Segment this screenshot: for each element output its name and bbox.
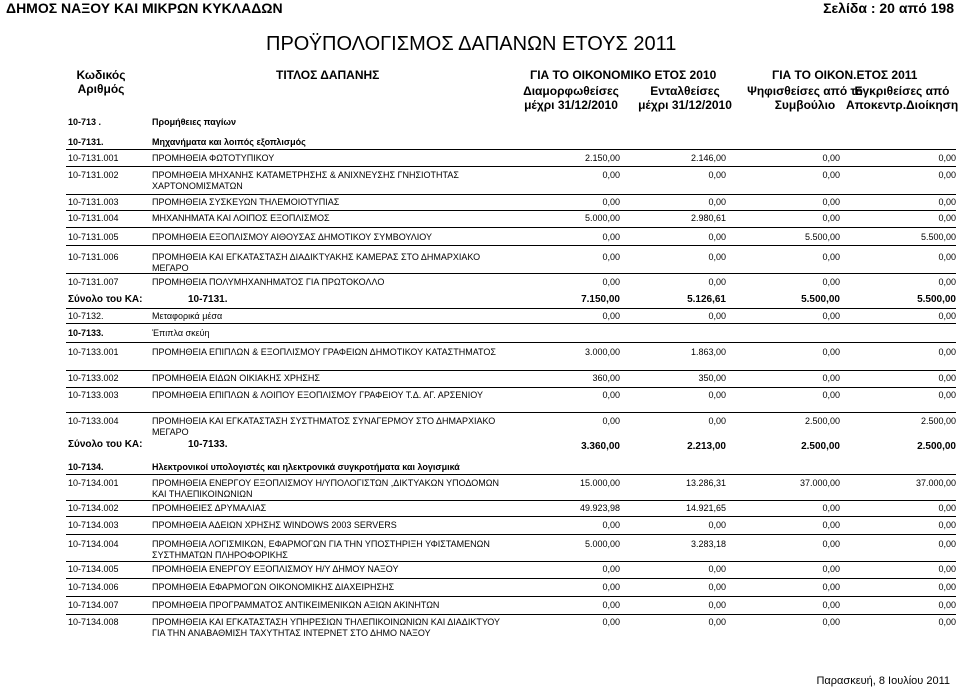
row-formed: 0,00	[602, 390, 620, 400]
divider	[66, 387, 956, 388]
row-voted: 0,00	[822, 564, 840, 574]
group-code-7131: 10-7131.	[68, 137, 104, 147]
row-formed: 0,00	[602, 170, 620, 180]
col-voted-label: Ψηφισθείσες από το	[747, 84, 863, 98]
col-voted-by: Συμβούλιο	[774, 98, 836, 112]
divider	[66, 578, 956, 579]
divider	[66, 308, 956, 309]
subtotal-ordered: 2.213,00	[687, 441, 726, 452]
row-voted: 0,00	[822, 617, 840, 627]
divider	[66, 323, 956, 324]
row-code: 10-7134.005	[68, 564, 119, 574]
divider	[66, 474, 956, 475]
col-number-label: Αριθμός	[77, 82, 125, 96]
row-approved: 37.000,00	[915, 478, 956, 488]
row-formed: 0,00	[602, 232, 620, 242]
row-voted: 0,00	[822, 197, 840, 207]
row-code: 10-7133.002	[68, 373, 119, 383]
row-formed: 360,00	[592, 373, 620, 383]
group-name-7132: Μεταφορικά μέσα	[152, 311, 223, 321]
col-approved-by: Αποκεντρ.Διοίκηση	[846, 98, 959, 112]
row-ordered: 1.863,00	[690, 347, 726, 357]
row-approved: 0,00	[938, 617, 956, 627]
row-code: 10-7131.001	[68, 153, 119, 163]
col-code-label: Κωδικός	[76, 68, 126, 82]
row-desc: ΠΡΟΜΗΘΕΙΑ ΕΠΙΠΛΩΝ & ΕΞΟΠΛΙΣΜΟΥ ΓΡΑΦΕΙΩΝ ΔΗΜΟΤΙΚΟΥ ΚΑΤΑΣΤΗΜΑΤΟΣ	[152, 347, 496, 357]
divider	[66, 149, 956, 150]
row-desc: ΠΡΟΜΗΘΕΙΑ ΕΙΔΩΝ ΟΙΚΙΑΚΗΣ ΧΡΗΣΗΣ	[152, 373, 320, 383]
page-title: ΠΡΟΫΠΟΛΟΓΙΣΜΟΣ ΔΑΠΑΝΩΝ ΕΤΟΥΣ 2011	[266, 33, 677, 55]
row-ordered: 0,00	[708, 252, 726, 262]
row-voted: 0,00	[822, 311, 840, 321]
row-code: 10-7134.007	[68, 600, 119, 610]
row-formed: 0,00	[602, 416, 620, 426]
row-formed: 0,00	[602, 617, 620, 627]
row-formed: 5.000,00	[584, 213, 620, 223]
divider	[66, 210, 956, 211]
row-desc: ΠΡΟΜΗΘΕΙΑ ΕΝΕΡΓΟΥ ΕΞΟΠΛΙΣΜΟΥ Η/Υ ΔΗΜΟΥ ΝΑΞΟΥ	[152, 564, 399, 574]
row-approved: 0,00	[938, 390, 956, 400]
subtotal-label: Σύνολο του ΚΑ:	[68, 439, 143, 450]
row-voted: 0,00	[822, 347, 840, 357]
row-approved: 0,00	[938, 539, 956, 549]
row-approved: 0,00	[938, 170, 956, 180]
divider	[66, 534, 956, 535]
row-approved: 2.500,00	[920, 416, 956, 426]
row-ordered: 0,00	[708, 582, 726, 592]
row-formed: 5.000,00	[584, 539, 620, 549]
divider	[66, 412, 956, 413]
row-ordered: 0,00	[708, 520, 726, 530]
row-voted: 0,00	[822, 600, 840, 610]
row-voted: 0,00	[822, 252, 840, 262]
row-desc: ΠΡΟΜΗΘΕΙΑ ΠΡΟΓΡΑΜΜΑΤΟΣ ΑΝΤΙΚΕΙΜΕΝΙΚΩΝ ΑΞΙΩΝ ΑΚΙΝΗΤΩΝ	[152, 600, 440, 610]
subtotal-approved: 5.500,00	[917, 294, 956, 305]
group-code-7133: 10-7133.	[68, 328, 104, 338]
row-formed: 3.000,00	[584, 347, 620, 357]
row-formed: 2.150,00	[584, 153, 620, 163]
row-ordered: 0,00	[708, 170, 726, 180]
row-formed: 0,00	[602, 311, 620, 321]
row-voted: 0,00	[822, 520, 840, 530]
row-desc: ΠΡΟΜΗΘΕΙΑ ΚΑΙ ΕΓΚΑΤΑΣΤΑΣΗ ΣΥΣΤΗΜΑΤΟΣ ΣΥΝΑΓΕΡΜΟΥ ΣΤΟ ΔΗΜΑΡΧΙΑΚΟ ΜΕΓΑΡΟ	[152, 416, 496, 437]
row-code: 10-7133.001	[68, 347, 119, 357]
col-group-2011: ΓΙΑ ΤΟ ΟΙΚΟΝ.ΕΤΟΣ 2011	[772, 68, 918, 82]
row-ordered: 0,00	[708, 600, 726, 610]
row-ordered: 2.980,61	[690, 213, 726, 223]
row-desc: ΠΡΟΜΗΘΕΙΑ ΠΟΛΥΜΗΧΑΝΗΜΑΤΟΣ ΓΙΑ ΠΡΩΤΟΚΟΛΛΟ	[152, 277, 385, 287]
row-ordered: 0,00	[708, 232, 726, 242]
row-approved: 0,00	[938, 373, 956, 383]
row-approved: 0,00	[938, 582, 956, 592]
row-approved: 0,00	[938, 520, 956, 530]
subtotal-label: Σύνολο του ΚΑ:	[68, 294, 143, 305]
row-approved: 0,00	[938, 197, 956, 207]
row-formed: 15.000,00	[579, 478, 620, 488]
col-group-2010: ΓΙΑ ΤΟ ΟΙΚΟΝΟΜΙΚΟ ΕΤΟΣ 2010	[530, 68, 717, 82]
row-voted: 0,00	[822, 170, 840, 180]
row-formed: 0,00	[602, 564, 620, 574]
row-code: 10-7134.004	[68, 539, 119, 549]
row-voted: 0,00	[822, 503, 840, 513]
col-title-label: ΤΙΤΛΟΣ ΔΑΠΑΝΗΣ	[276, 68, 380, 82]
group-code-7132: 10-7132.	[68, 311, 104, 321]
row-desc: ΠΡΟΜΗΘΕΙΑ ΕΞΟΠΛΙΣΜΟΥ ΑΙΘΟΥΣΑΣ ΔΗΜΟΤΙΚΟΥ ΣΥΜΒΟΥΛΙΟΥ	[152, 232, 432, 242]
row-approved: 0,00	[938, 564, 956, 574]
row-ordered: 0,00	[708, 390, 726, 400]
row-formed: 49.923,98	[579, 503, 620, 513]
row-voted: 37.000,00	[799, 478, 840, 488]
divider	[66, 245, 956, 246]
row-code: 10-7134.001	[68, 478, 119, 488]
row-code: 10-7131.004	[68, 213, 119, 223]
row-desc: ΜΗΧΑΝΗΜΑΤΑ ΚΑΙ ΛΟΙΠΟΣ ΕΞΟΠΛΙΣΜΟΣ	[152, 213, 330, 223]
row-ordered: 0,00	[708, 197, 726, 207]
row-formed: 0,00	[602, 600, 620, 610]
col-ordered-date: μέχρι 31/12/2010	[638, 98, 732, 112]
subtotal-voted: 2.500,00	[801, 441, 840, 452]
footer-date: Παρασκευή, 8 Ιουλίου 2011	[816, 675, 950, 687]
row-approved: 0,00	[938, 311, 956, 321]
row-code: 10-7131.006	[68, 252, 119, 262]
row-desc: ΠΡΟΜΗΘΕΙΑ ΣΥΣΚΕΥΩΝ ΤΗΛΕΜΟΙΟΤΥΠΙΑΣ	[152, 197, 340, 207]
row-voted: 0,00	[822, 277, 840, 287]
row-approved: 0,00	[938, 277, 956, 287]
divider	[66, 561, 956, 562]
subtotal-code: 10-7131.	[188, 294, 228, 305]
row-code: 10-7133.004	[68, 416, 119, 426]
row-code: 10-7131.003	[68, 197, 119, 207]
row-code: 10-7134.006	[68, 582, 119, 592]
row-desc: ΠΡΟΜΗΘΕΙΑ ΚΑΙ ΕΓΚΑΤΑΣΤΑΣΗ ΥΠΗΡΕΣΙΩΝ ΤΗΛΕΠΙΚΟΙΝΩΝΙΩΝ ΚΑΙ ΔΙΑΔΙΚΤΥΟΥ ΓΙΑ ΤΗΝ ΑΝΑΒΑΘΜΙΣΗ ΤΑΧΥΤΗΤΑΣ ΙΝΤΕΡΝΕΤ ΣΤΟ ΔΗΜΟ ΝΑΞΟΥ	[152, 617, 500, 638]
group-name-7131: Μηχανήματα και λοιπός εξοπλισμός	[152, 137, 306, 147]
group-code-7134: 10-7134.	[68, 462, 104, 472]
col-approved-label: Εγκριθείσες από	[854, 84, 950, 98]
group-name-7133: Έπιπλα σκεύη	[152, 328, 210, 338]
row-approved: 0,00	[938, 347, 956, 357]
row-ordered: 0,00	[708, 277, 726, 287]
row-voted: 0,00	[822, 153, 840, 163]
col-ordered-label: Ενταλθείσες	[650, 84, 720, 98]
subtotal-voted: 5.500,00	[801, 294, 840, 305]
divider	[66, 227, 956, 228]
row-formed: 0,00	[602, 252, 620, 262]
row-formed: 0,00	[602, 277, 620, 287]
row-code: 10-7131.007	[68, 277, 119, 287]
subtotal-approved: 2.500,00	[917, 441, 956, 452]
row-approved: 0,00	[938, 252, 956, 262]
row-ordered: 0,00	[708, 564, 726, 574]
group-code-713: 10-713 .	[68, 117, 102, 127]
page-number: Σελίδα : 20 από 198	[823, 0, 954, 16]
row-desc: ΠΡΟΜΗΘΕΙΑ ΛΟΓΙΣΜΙΚΩΝ, ΕΦΑΡΜΟΓΩΝ ΓΙΑ ΤΗΝ ΥΠΟΣΤΗΡΙΞΗ ΥΦΙΣΤΑΜΕΝΩΝ ΣΥΣΤΗΜΑΤΩΝ ΠΛΗΡΟΦΟΡΙΚΗΣ	[152, 539, 490, 560]
subtotal-code: 10-7133.	[188, 439, 228, 450]
subtotal-formed: 3.360,00	[581, 441, 620, 452]
row-code: 10-7133.003	[68, 390, 119, 400]
row-voted: 0,00	[822, 539, 840, 549]
group-name-713: Προμήθειες παγίων	[152, 117, 236, 127]
row-desc: ΠΡΟΜΗΘΕΙΑ ΑΔΕΙΩΝ ΧΡΗΣΗΣ WINDOWS 2003 SERVERS	[152, 520, 397, 530]
row-code: 10-7131.005	[68, 232, 119, 242]
divider	[66, 500, 956, 501]
row-approved: 0,00	[938, 600, 956, 610]
row-ordered: 14.921,65	[685, 503, 726, 513]
row-desc: ΠΡΟΜΗΘΕΙΑ ΕΠΙΠΛΩΝ & ΛΟΙΠΟΥ ΕΞΟΠΛΙΣΜΟΥ ΓΡΑΦΕΙΟΥ Τ.Δ. ΑΓ. ΑΡΣΕΝΙΟΥ	[152, 390, 484, 400]
row-desc: ΠΡΟΜΗΘΕΙΑ ΚΑΙ ΕΓΚΑΤΑΣΤΑΣΗ ΔΙΑΔΙΚΤΥΑΚΗΣ ΚΑΜΕΡΑΣ ΣΤΟ ΔΗΜΑΡΧΙΑΚΟ ΜΕΓΑΡΟ	[152, 252, 481, 273]
row-desc: ΠΡΟΜΗΘΕΙΑ ΕΝΕΡΓΟΥ ΕΞΟΠΛΙΣΜΟΥ Η/ΥΠΟΛΟΓΙΣΤΩΝ ,ΔΙΚΤΥΑΚΩΝ ΥΠΟΔΟΜΩΝ ΚΑΙ ΤΗΛΕΠΙΚΟΙΝΩΝΙΩΝ	[152, 478, 500, 499]
row-ordered: 0,00	[708, 311, 726, 321]
row-approved: 0,00	[938, 503, 956, 513]
divider	[66, 194, 956, 195]
row-desc: ΠΡΟΜΗΘΕΙΑ ΦΩΤΟΤΥΠΙΚΟΥ	[152, 153, 275, 163]
row-ordered: 350,00	[698, 373, 726, 383]
row-voted: 0,00	[822, 373, 840, 383]
group-name-7134: Ηλεκτρονικοί υπολογιστές και ηλεκτρονικά συγκροτήματα και λογισμικά	[152, 462, 460, 472]
row-code: 10-7134.003	[68, 520, 119, 530]
col-formed-date: μέχρι 31/12/2010	[524, 98, 618, 112]
row-ordered: 0,00	[708, 617, 726, 627]
col-formed-label: Διαμορφωθείσες	[523, 84, 619, 98]
row-approved: 5.500,00	[920, 232, 956, 242]
divider	[66, 370, 956, 371]
row-voted: 0,00	[822, 213, 840, 223]
divider	[66, 342, 956, 343]
row-voted: 0,00	[822, 390, 840, 400]
row-ordered: 2.146,00	[690, 153, 726, 163]
row-approved: 0,00	[938, 213, 956, 223]
row-formed: 0,00	[602, 197, 620, 207]
row-code: 10-7134.008	[68, 617, 119, 627]
row-ordered: 3.283,18	[690, 539, 726, 549]
divider	[66, 516, 956, 517]
row-voted: 5.500,00	[804, 232, 840, 242]
row-desc: ΠΡΟΜΗΘΕΙΕΣ ΔΡΥΜΑΛΙΑΣ	[152, 503, 267, 513]
row-formed: 0,00	[602, 582, 620, 592]
divider	[66, 614, 956, 615]
row-approved: 0,00	[938, 153, 956, 163]
divider	[66, 166, 956, 167]
row-desc: ΠΡΟΜΗΘΕΙΑ ΜΗΧΑΝΗΣ ΚΑΤΑΜΕΤΡΗΣΗΣ & ΑΝΙΧΝΕΥΣΗΣ ΓΝΗΣΙΟΤΗΤΑΣ ΧΑΡΤΟΝΟΜΙΣΜΑΤΩΝ	[152, 170, 459, 191]
organization-name: ΔΗΜΟΣ ΝΑΞΟΥ ΚΑΙ ΜΙΚΡΩΝ ΚΥΚΛΑΔΩΝ	[6, 0, 283, 16]
row-ordered: 13.286,31	[685, 478, 726, 488]
row-desc: ΠΡΟΜΗΘΕΙΑ ΕΦΑΡΜΟΓΩΝ ΟΙΚΟΝΟΜΙΚΗΣ ΔΙΑΧΕΙΡΗΣΗΣ	[152, 582, 395, 592]
subtotal-formed: 7.150,00	[581, 294, 620, 305]
row-voted: 2.500,00	[804, 416, 840, 426]
row-code: 10-7134.002	[68, 503, 119, 513]
row-ordered: 0,00	[708, 416, 726, 426]
row-code: 10-7131.002	[68, 170, 119, 180]
divider	[66, 273, 956, 274]
row-voted: 0,00	[822, 582, 840, 592]
divider	[66, 596, 956, 597]
row-formed: 0,00	[602, 520, 620, 530]
subtotal-ordered: 5.126,61	[687, 294, 726, 305]
